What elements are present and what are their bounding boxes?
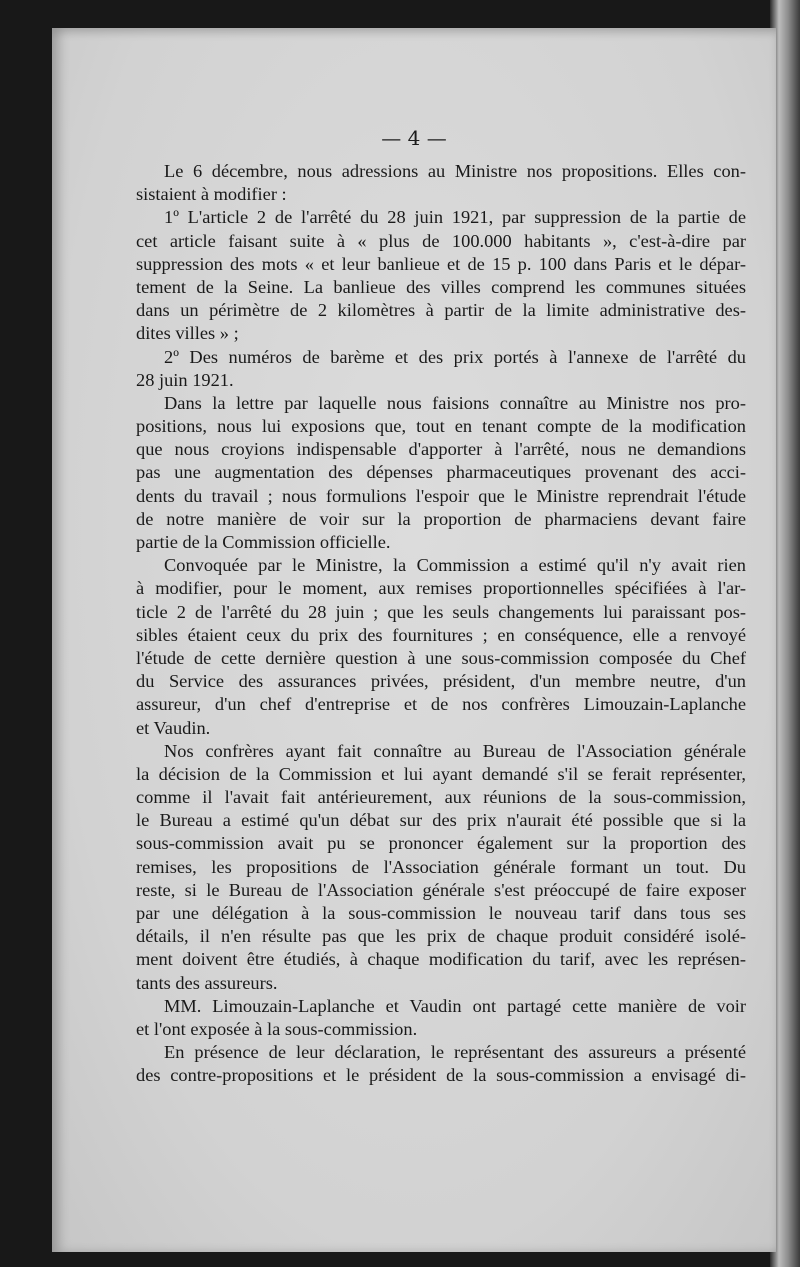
text-line: comme il l'avait fait antérieurement, aux réunions de la sous-commission, bbox=[136, 787, 746, 808]
text-line: par une délégation à la sous-commission le nouveau tarif dans tous ses bbox=[136, 903, 746, 923]
text-line: suppression des mots « et leur banlieue et de 15 p. 100 dans Paris et le dépar- bbox=[136, 253, 746, 274]
text-line: tement de la Seine. La banlieue des villes comprend les communes situées bbox=[136, 276, 746, 297]
text-line: En présence de leur déclaration, le représentant des assureurs a présenté bbox=[164, 1042, 746, 1063]
text-line: dites villes » ; bbox=[136, 323, 239, 344]
text-line: le Bureau a estimé qu'un débat sur des prix n'aurait été possible que si la bbox=[136, 810, 746, 831]
text-line: dents du travail ; nous formulions l'espoir que le Ministre reprendrait l'étude bbox=[136, 485, 746, 506]
text-line: la décision de la Commission et lui ayant demandé s'il se ferait représenter, bbox=[136, 763, 746, 784]
text-line: l'étude de cette dernière question à une sous-commission composée du Chef bbox=[136, 647, 746, 668]
text-line: détails, il n'en résulte pas que les prix de chaque produit considéré isolé- bbox=[136, 926, 746, 947]
text-line: tants des assureurs. bbox=[136, 972, 278, 993]
text-line: 1º L'article 2 de l'arrêté du 28 juin 1921, par suppression de la partie de bbox=[164, 207, 746, 228]
text-line: du Service des assurances privées, président, d'un membre neutre, d'un bbox=[136, 671, 746, 692]
text-line: remises, les propositions de l'Association générale formant un tout. Du bbox=[136, 856, 746, 877]
text-line: de notre manière de voir sur la proportion de pharmaciens devant faire bbox=[136, 508, 746, 529]
text-line: MM. Limouzain-Laplanche et Vaudin ont partagé cette manière de voir bbox=[164, 995, 746, 1016]
text-line: ticle 2 de l'arrêté du 28 juin ; que les seuls changements lui paraissant pos- bbox=[136, 601, 746, 622]
text-line: dans un périmètre de 2 kilomètres à partir de la limite administrative des- bbox=[136, 300, 746, 321]
text-line: et Vaudin. bbox=[136, 717, 211, 738]
text-line: Convoquée par le Ministre, la Commission a estimé qu'il n'y avait rien bbox=[164, 555, 746, 576]
text-line: à modifier, pour le moment, aux remises proportionnelles spécifiées à l'ar- bbox=[136, 578, 746, 599]
text-line: assureur, d'un chef d'entreprise et de nos confrères Limouzain-Laplanche bbox=[136, 694, 746, 715]
text-line: pas une augmentation des dépenses pharmaceutiques provenant des acci- bbox=[136, 462, 746, 483]
text-line: cet article faisant suite à « plus de 100.000 habitants », c'est-à-dire par bbox=[136, 230, 746, 251]
text-line: et l'ont exposée à la sous-commission. bbox=[136, 1018, 418, 1039]
text-line: Dans la lettre par laquelle nous faisions connaître au Ministre nos pro- bbox=[164, 392, 746, 413]
text-line: 2º Des numéros de barème et des prix portés à l'annexe de l'arrêté du bbox=[164, 346, 746, 367]
text-line: Nos confrères ayant fait connaître au Bureau de l'Association générale bbox=[164, 740, 746, 761]
text-line: que nous croyions indispensable d'apporter à l'arrêté, nous ne demandions bbox=[136, 439, 746, 460]
page-number: — 4 — bbox=[381, 126, 447, 150]
text-line: sibles étaient ceux du prix des fournitures ; en conséquence, elle a renvoyé bbox=[136, 624, 746, 645]
text-line: sous-commission avait pu se prononcer également sur la proportion des bbox=[136, 833, 746, 854]
text-line: sistaient à modifier : bbox=[136, 184, 287, 205]
body-text bbox=[136, 160, 746, 1088]
text-line: reste, si le Bureau de l'Association générale s'est préoccupé de faire exposer bbox=[136, 879, 746, 900]
text-line: ment doivent être étudiés, à chaque modification du tarif, avec les représen- bbox=[136, 949, 746, 970]
text-line: partie de la Commission officielle. bbox=[136, 532, 391, 552]
text-line: des contre-propositions et le président de la sous-commission a envisagé di- bbox=[136, 1065, 746, 1086]
text-line: Le 6 décembre, nous adressions au Ministre nos propositions. Elles con- bbox=[164, 161, 746, 181]
text-line: 28 juin 1921. bbox=[136, 369, 234, 390]
text-line: positions, nous lui exposions que, tout en tenant compte de la modification bbox=[136, 416, 746, 437]
